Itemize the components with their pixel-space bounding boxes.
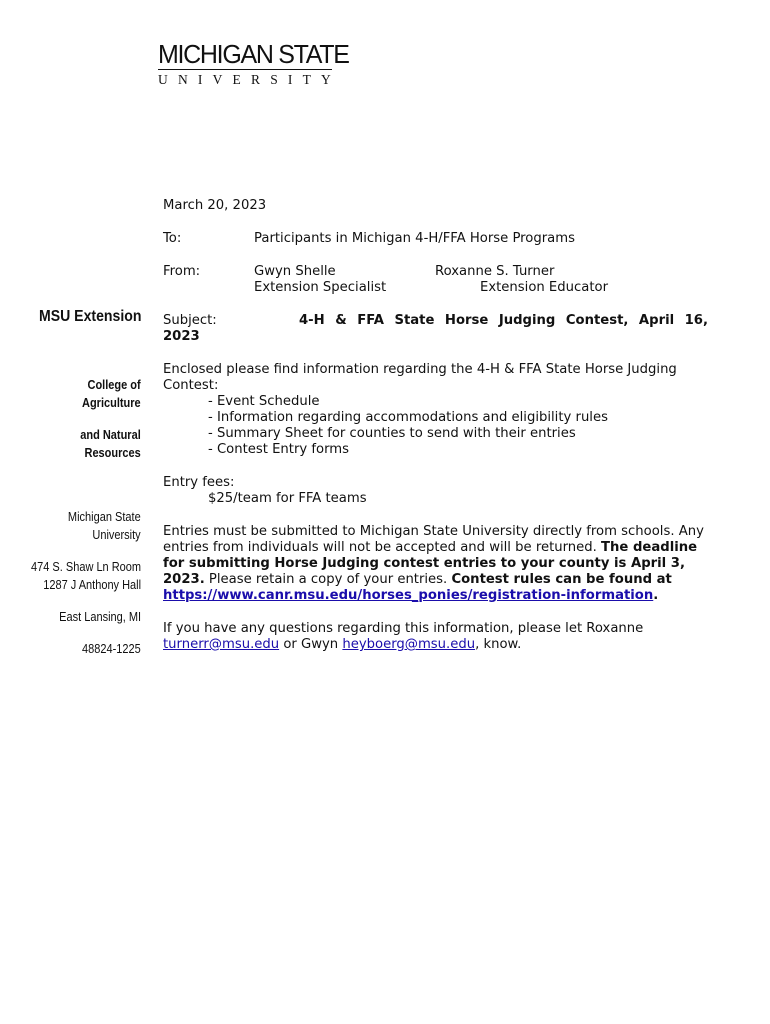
entries-paragraph xyxy=(163,524,708,604)
subject-label: Subject: xyxy=(163,313,217,328)
sidebar-addr-line1: 474 S. Shaw Ln Room xyxy=(30,560,141,574)
sender-2-name: Roxanne S. Turner xyxy=(435,264,555,279)
know-text: , know. xyxy=(475,637,522,652)
sidebar-college-cont xyxy=(80,426,141,462)
enclosed-intro: Enclosed please find information regarding the 4-H & FFA State Horse Judging Contest: xyxy=(163,362,677,393)
sidebar-addr-line2: 1287 J Anthony Hall xyxy=(43,578,141,592)
entries-text: Entries must be submitted to Michigan State University directly from schools. Any entries from individuals will not be accepted and will be returned. xyxy=(163,524,704,555)
sidebar-university xyxy=(68,508,141,544)
sender-1 xyxy=(254,264,435,296)
letter-date: March 20, 2023 xyxy=(163,198,267,213)
enclosed-paragraph xyxy=(163,362,708,458)
sidebar-univ-line1: Michigan State xyxy=(68,510,141,524)
or-gwyn-text: or Gwyn xyxy=(283,637,339,652)
to-label: To: xyxy=(163,231,182,246)
sender-2 xyxy=(435,264,608,296)
sender-2-title: Extension Educator xyxy=(480,280,608,295)
from-line xyxy=(163,264,708,296)
from-label: From: xyxy=(163,264,201,279)
email-link-roxanne[interactable]: turnerr@msu.edu xyxy=(163,637,280,652)
enclosed-item: - Summary Sheet for counties to send with their entries xyxy=(208,426,576,441)
enclosed-item: - Contest Entry forms xyxy=(208,442,349,457)
sender-1-title: Extension Specialist xyxy=(254,280,387,295)
subject-year: 2023 xyxy=(163,329,200,344)
deadline-text: The deadline for submitting Horse Judging contest entries to your county is April 3, 2023. xyxy=(163,540,698,587)
logo-wordmark-bottom: UNIVERSITY xyxy=(158,72,341,87)
email-link-gwyn[interactable]: heyboerg@msu.edu xyxy=(342,637,476,652)
rules-text: Contest rules can be found at xyxy=(451,572,672,587)
logo-wordmark-top: MICHIGAN STATE xyxy=(158,40,349,70)
to-line xyxy=(163,231,708,247)
sidebar-college-line1: College of xyxy=(87,378,141,392)
fees-label: Entry fees: xyxy=(163,475,235,490)
rules-period: . xyxy=(653,588,659,603)
enclosed-item: - Event Schedule xyxy=(208,394,320,409)
fees-value: $25/team for FFA teams xyxy=(208,491,367,506)
sidebar-college-line2: Agriculture xyxy=(82,396,141,410)
questions-paragraph xyxy=(163,621,708,653)
sidebar-city: East Lansing, MI xyxy=(59,610,141,624)
sidebar-college-line4: Resources xyxy=(84,446,141,460)
sender-1-name: Gwyn Shelle xyxy=(254,264,336,279)
sidebar-zip: 48824-1225 xyxy=(82,642,141,656)
sidebar-address xyxy=(31,558,141,594)
to-value: Participants in Michigan 4-H/FFA Horse Programs xyxy=(254,231,575,246)
msu-logo xyxy=(158,40,349,87)
from-senders xyxy=(254,264,608,296)
questions-text: If you have any questions regarding this information, please let Roxanne xyxy=(163,621,644,636)
sidebar-college xyxy=(82,376,141,412)
subject-block xyxy=(163,313,708,345)
sidebar-college-line3: and Natural xyxy=(80,428,141,442)
subject-title: 4-H & FFA State Horse Judging Contest, April 16, xyxy=(299,313,708,328)
enclosed-item: - Information regarding accommodations and eligibility rules xyxy=(208,410,608,425)
subject-line xyxy=(163,313,708,329)
rules-link[interactable]: https://www.canr.msu.edu/horses_ponies/registration-information xyxy=(163,588,654,603)
retain-text: Please retain a copy of your entries. xyxy=(208,572,448,587)
sidebar-unit: MSU Extension xyxy=(38,308,141,325)
letter-body xyxy=(163,198,708,670)
fees-paragraph xyxy=(163,475,708,507)
sidebar-univ-line2: University xyxy=(92,528,141,542)
